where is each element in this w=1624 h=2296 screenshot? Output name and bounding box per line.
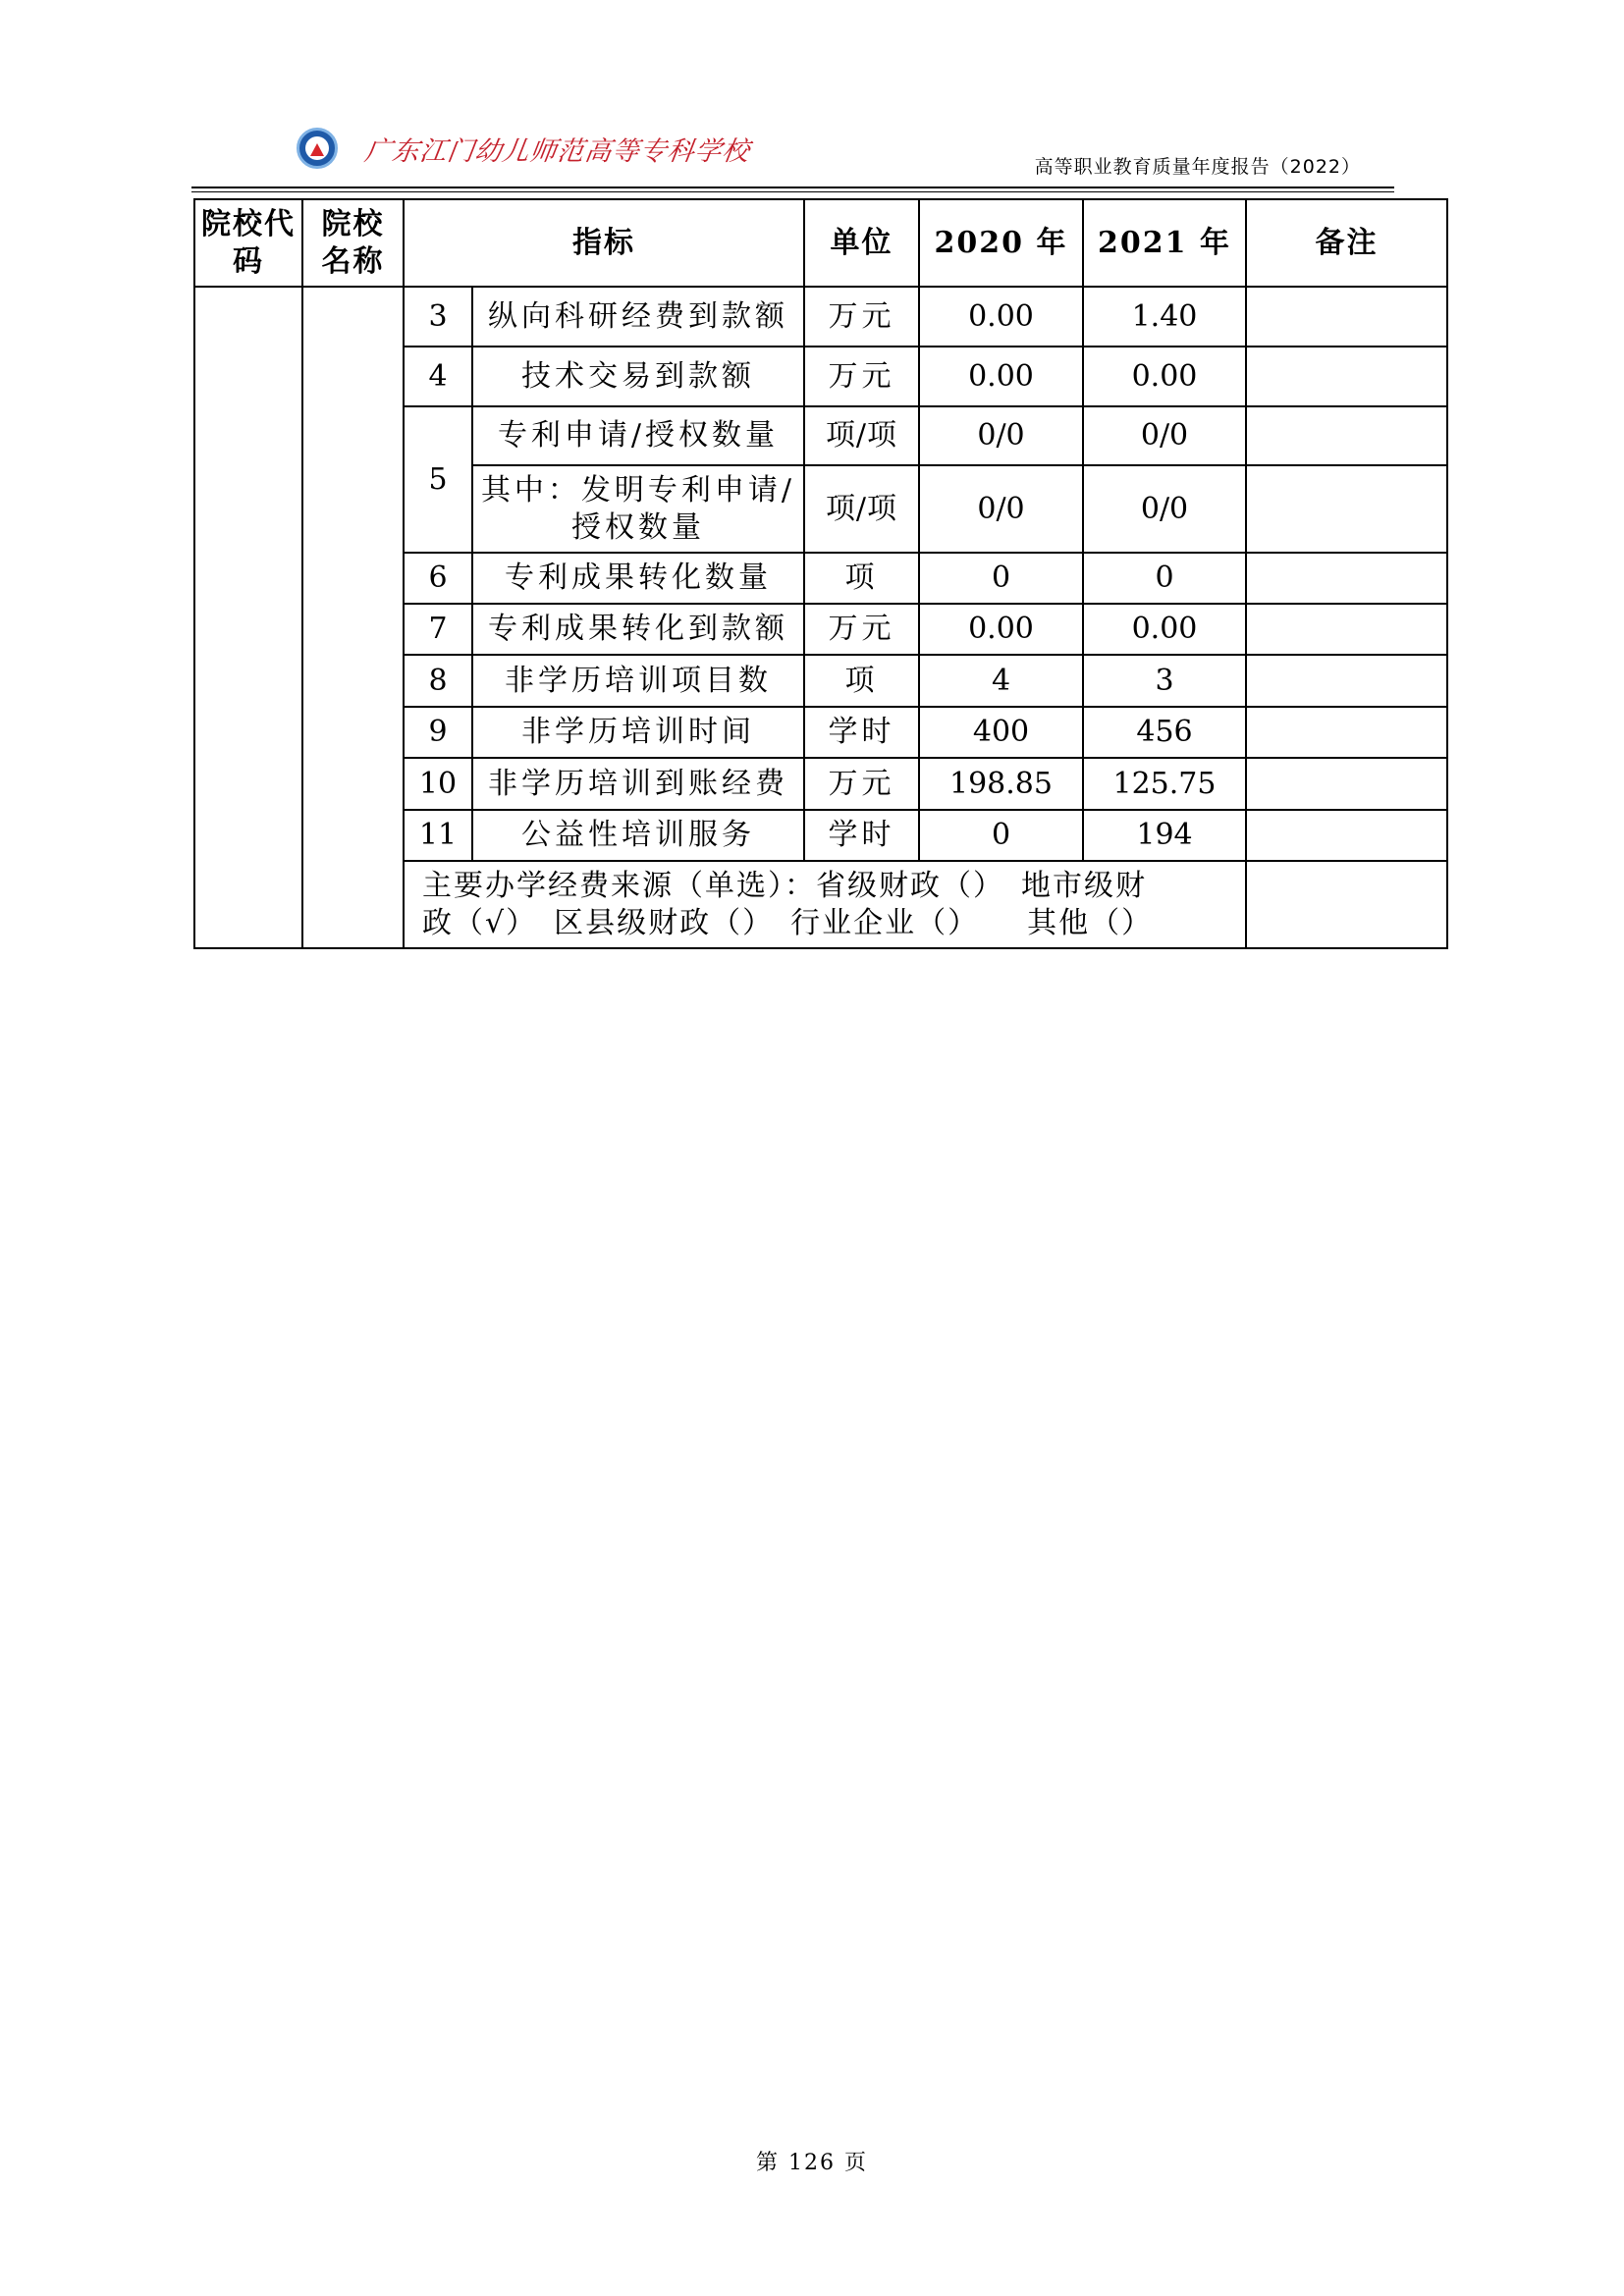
- row-unit: 项: [804, 655, 919, 707]
- row-value-2020: 0: [919, 553, 1083, 604]
- header-2021: 2021 年: [1083, 199, 1246, 287]
- row-indicator: 专利申请/授权数量: [472, 406, 804, 465]
- school-name: 广东江门幼儿师范高等专科学校: [362, 136, 752, 167]
- row-unit: 学时: [804, 707, 919, 758]
- page-number: 第 126 页: [756, 2151, 868, 2175]
- row-number: 9: [404, 707, 472, 758]
- row-note: [1246, 810, 1447, 861]
- row-indicator: 非学历培训项目数: [472, 655, 804, 707]
- header-note: 备注: [1246, 199, 1447, 287]
- school-logo-icon: [297, 128, 338, 169]
- header-indicator: 指标: [404, 199, 804, 287]
- row-unit: 万元: [804, 604, 919, 655]
- row-number: 7: [404, 604, 472, 655]
- row-value-2020: 0: [919, 810, 1083, 861]
- header-unit: 单位: [804, 199, 919, 287]
- school-name-cell: [302, 287, 404, 948]
- row-value-2021: 0.00: [1083, 604, 1246, 655]
- row-unit: 项: [804, 553, 919, 604]
- header-school-code: 院校代码: [194, 199, 302, 287]
- row-indicator: 技术交易到款额: [472, 347, 804, 406]
- header-rule: [191, 187, 1394, 188]
- row-unit: 万元: [804, 347, 919, 406]
- row-number: 4: [404, 347, 472, 406]
- row-unit: 万元: [804, 287, 919, 347]
- row-value-2021: 0.00: [1083, 347, 1246, 406]
- row-indicator: 非学历培训到账经费: [472, 758, 804, 810]
- row-value-2020: 0.00: [919, 604, 1083, 655]
- table-row: [194, 287, 1447, 347]
- row-value-2020: 0/0: [919, 465, 1083, 553]
- row-indicator: 非学历培训时间: [472, 707, 804, 758]
- row-note: [1246, 347, 1447, 406]
- funding-line-1: 主要办学经费来源（单选）：省级财政（） 地市级财: [422, 869, 1147, 903]
- page-header: [0, 0, 1624, 196]
- row-indicator: 专利成果转化数量: [472, 553, 804, 604]
- row-number: 11: [404, 810, 472, 861]
- row-note: [1246, 758, 1447, 810]
- row-value-2021: 0: [1083, 553, 1246, 604]
- row-value-2021: 0/0: [1083, 465, 1246, 553]
- row-note: [1246, 604, 1447, 655]
- row-value-2021: 3: [1083, 655, 1246, 707]
- row-unit: 学时: [804, 810, 919, 861]
- school-code-cell: [194, 287, 302, 948]
- row-value-2021: 0/0: [1083, 406, 1246, 465]
- row-note: [1246, 465, 1447, 553]
- row-number: 10: [404, 758, 472, 810]
- row-note: [1246, 406, 1447, 465]
- row-value-2020: 0.00: [919, 287, 1083, 347]
- row-note: [1246, 553, 1447, 604]
- row-number: 5: [404, 406, 472, 553]
- row-indicator: 其中：发明专利申请/授权数量: [472, 465, 804, 553]
- funding-source-text: [404, 861, 1246, 948]
- funding-note-cell: [1246, 861, 1447, 948]
- row-number: 3: [404, 287, 472, 347]
- row-number: 6: [404, 553, 472, 604]
- row-unit: 项/项: [804, 406, 919, 465]
- row-value-2020: 4: [919, 655, 1083, 707]
- row-value-2021: 1.40: [1083, 287, 1246, 347]
- row-value-2020: 400: [919, 707, 1083, 758]
- indicator-table: [193, 198, 1448, 949]
- row-value-2020: 0/0: [919, 406, 1083, 465]
- row-indicator: 公益性培训服务: [472, 810, 804, 861]
- row-note: [1246, 287, 1447, 347]
- row-unit: 万元: [804, 758, 919, 810]
- row-value-2020: 198.85: [919, 758, 1083, 810]
- row-number: 8: [404, 655, 472, 707]
- header-school-name: 院校名称: [302, 199, 404, 287]
- row-value-2021: 456: [1083, 707, 1246, 758]
- header-2020: 2020 年: [919, 199, 1083, 287]
- row-indicator: 专利成果转化到款额: [472, 604, 804, 655]
- row-value-2020: 0.00: [919, 347, 1083, 406]
- table-header-row: [194, 199, 1447, 287]
- row-note: [1246, 655, 1447, 707]
- row-unit: 项/项: [804, 465, 919, 553]
- report-title: 高等职业教育质量年度报告（2022）: [1034, 156, 1361, 178]
- row-value-2021: 194: [1083, 810, 1246, 861]
- row-note: [1246, 707, 1447, 758]
- funding-line-2: 政（√） 区县级财政（） 行业企业（） 其他（）: [422, 905, 1154, 940]
- row-indicator: 纵向科研经费到款额: [472, 287, 804, 347]
- header-rule-thin: [191, 191, 1394, 192]
- row-value-2021: 125.75: [1083, 758, 1246, 810]
